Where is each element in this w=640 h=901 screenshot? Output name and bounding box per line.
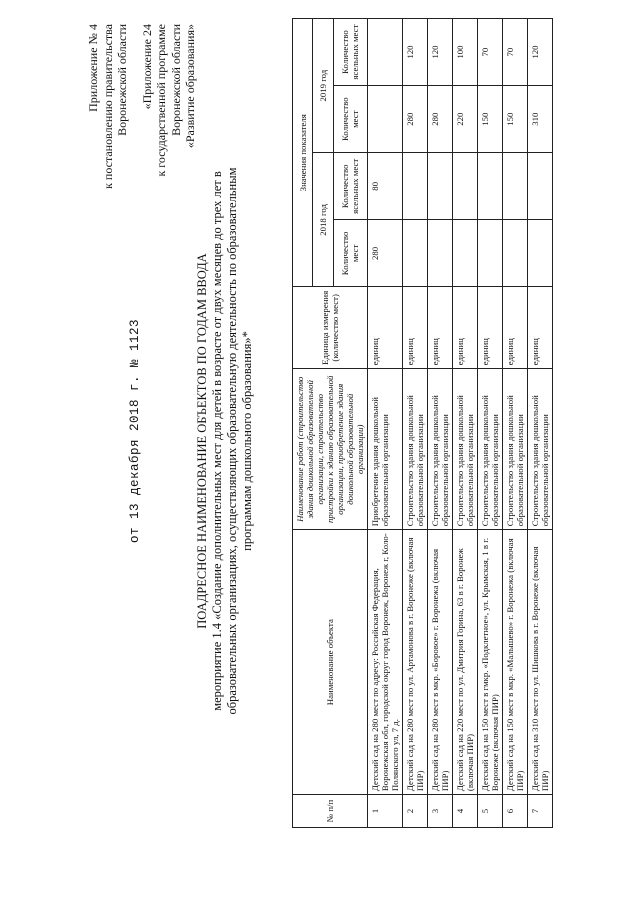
cell-object-name: Детский сад на 150 мест в мкр. «Малышево» г. Воронежа (включая ПИР) bbox=[503, 530, 528, 795]
cell-places-2019: 280 bbox=[428, 86, 453, 153]
table-row bbox=[478, 19, 503, 828]
cell-nursery-2018 bbox=[478, 153, 503, 220]
table-row bbox=[403, 19, 428, 828]
header-name: Наименование объекта bbox=[293, 530, 368, 795]
cell-work-type: Строительство здания дошкольной образовательной организации bbox=[503, 369, 528, 530]
cell-nursery-2019: 120 bbox=[428, 19, 453, 86]
header-no: № п/п bbox=[293, 795, 368, 828]
cell-no: 2 bbox=[403, 795, 428, 828]
cell-nursery-2018 bbox=[528, 153, 553, 220]
cell-no: 6 bbox=[503, 795, 528, 828]
header-places-2018: Количество мест bbox=[333, 220, 367, 287]
cell-work-type: Строительство здания дошкольной образовательной организации bbox=[403, 369, 428, 530]
cell-places-2018 bbox=[453, 220, 478, 287]
table-row bbox=[453, 19, 478, 828]
cell-places-2019 bbox=[368, 86, 403, 153]
appendix-line: «Развитие образования» bbox=[183, 24, 197, 149]
header-unit: Единица измерения (количество мест) bbox=[293, 287, 368, 369]
cell-no: 7 bbox=[528, 795, 553, 828]
cell-no: 3 bbox=[428, 795, 453, 828]
cell-places-2019: 150 bbox=[478, 86, 503, 153]
cell-nursery-2019: 120 bbox=[403, 19, 428, 86]
cell-object-name: Детский сад на 280 мест в мкр. «Боровое» г. Воронежа (включая ПИР) bbox=[428, 530, 453, 795]
table-row bbox=[528, 19, 553, 828]
table-row bbox=[428, 19, 453, 828]
header-values: Значения показателя bbox=[293, 19, 313, 287]
title-sub: мероприятие 1.4 «Создание дополнительных мест для детей в возрасте от двух месяцев до трех лет в образовательных организациях, осуществляющих образовательную деятельность по образовательным программам дошкольного образования»* bbox=[210, 167, 254, 715]
cell-places-2018 bbox=[528, 220, 553, 287]
cell-places-2018 bbox=[503, 220, 528, 287]
appendix-line: Воронежской области bbox=[168, 24, 183, 136]
cell-work-type: Строительство здания дошкольной образовательной организации bbox=[453, 369, 478, 530]
cell-nursery-2019 bbox=[368, 19, 403, 86]
cell-work-type: Строительство здания дошкольной образовательной организации bbox=[478, 369, 503, 530]
cell-nursery-2018: 80 bbox=[368, 153, 403, 220]
cell-unit: единиц bbox=[528, 287, 553, 369]
cell-unit: единиц bbox=[428, 287, 453, 369]
cell-nursery-2018 bbox=[453, 153, 478, 220]
appendix-line: Воронежской области bbox=[115, 24, 129, 136]
cell-places-2018 bbox=[428, 220, 453, 287]
header-year-2019: 2019 год bbox=[313, 19, 333, 153]
table-row bbox=[503, 19, 528, 828]
appendix-line: Приложение № 4 bbox=[86, 24, 100, 112]
objects-table bbox=[292, 18, 553, 828]
cell-unit: единиц bbox=[403, 287, 428, 369]
cell-nursery-2018 bbox=[403, 153, 428, 220]
cell-nursery-2019: 70 bbox=[503, 19, 528, 86]
appendix-header bbox=[86, 24, 198, 189]
cell-unit: единиц bbox=[453, 287, 478, 369]
cell-object-name: Детский сад на 150 мест в гмкр. «Подклетное», ул. Крымская, 1 в г. Воронеже (включая ПИР) bbox=[478, 530, 503, 795]
table-row bbox=[368, 19, 403, 828]
cell-unit: единиц bbox=[478, 287, 503, 369]
cell-nursery-2019: 100 bbox=[453, 19, 478, 86]
decree-date-line: от 13 декабря 2018 г. № 1123 bbox=[128, 318, 142, 544]
cell-nursery-2018 bbox=[428, 153, 453, 220]
header-nursery-2018: Количество ясельных мест bbox=[333, 153, 367, 220]
cell-object-name: Детский сад на 310 мест по ул. Шишкова в г. Воронеже (включая ПИР) bbox=[528, 530, 553, 795]
header-work: Наименование работ (строительство здания дошкольной образовательной организации, строительство пристройки к зданию образовательной организации, приобретение здания дошкольной образовательной организации) bbox=[293, 369, 368, 530]
cell-work-type: Приобретение здания дошкольной образовательной организации bbox=[368, 369, 403, 530]
cell-places-2018: 280 bbox=[368, 220, 403, 287]
document-title bbox=[195, 141, 255, 741]
cell-places-2019: 220 bbox=[453, 86, 478, 153]
appendix-line: к государственной программе bbox=[154, 24, 168, 177]
cell-places-2019: 310 bbox=[528, 86, 553, 153]
cell-places-2018 bbox=[478, 220, 503, 287]
cell-nursery-2018 bbox=[503, 153, 528, 220]
cell-unit: единиц bbox=[503, 287, 528, 369]
header-nursery-2019: Количество ясельных мест bbox=[333, 19, 367, 86]
cell-no: 4 bbox=[453, 795, 478, 828]
cell-no: 1 bbox=[368, 795, 403, 828]
cell-places-2019: 150 bbox=[503, 86, 528, 153]
cell-object-name: Детский сад на 280 мест по ул. Артамонова в г. Воронеже (включая ПИР) bbox=[403, 530, 428, 795]
appendix-line: к постановлению правительства bbox=[100, 24, 115, 189]
cell-nursery-2019: 70 bbox=[478, 19, 503, 86]
cell-object-name: Детский сад на 280 мест по адресу: Российская Федерация, Воронежская обл, городской округ город Воронеж, Воронеж г, Коло-Полянского ул, 7 д. bbox=[368, 530, 403, 795]
cell-object-name: Детский сад на 220 мест по ул. Дмитрия Горина, 63 в г. Воронеж (включая ПИР) bbox=[453, 530, 478, 795]
cell-places-2018 bbox=[403, 220, 428, 287]
cell-nursery-2019: 120 bbox=[528, 19, 553, 86]
header-year-2018: 2018 год bbox=[313, 153, 333, 287]
cell-unit: единиц bbox=[368, 287, 403, 369]
cell-work-type: Строительство здания дошкольной образовательной организации bbox=[428, 369, 453, 530]
appendix-line: «Приложение 24 bbox=[139, 24, 154, 110]
cell-places-2019: 280 bbox=[403, 86, 428, 153]
header-places-2019: Количество мест bbox=[333, 86, 367, 153]
cell-no: 5 bbox=[478, 795, 503, 828]
cell-work-type: Строительство здания дошкольной образовательной организации bbox=[528, 369, 553, 530]
title-main: ПОАДРЕСНОЕ НАИМЕНОВАНИЕ ОБЪЕКТОВ ПО ГОДАМ ВВОДА bbox=[195, 253, 209, 629]
